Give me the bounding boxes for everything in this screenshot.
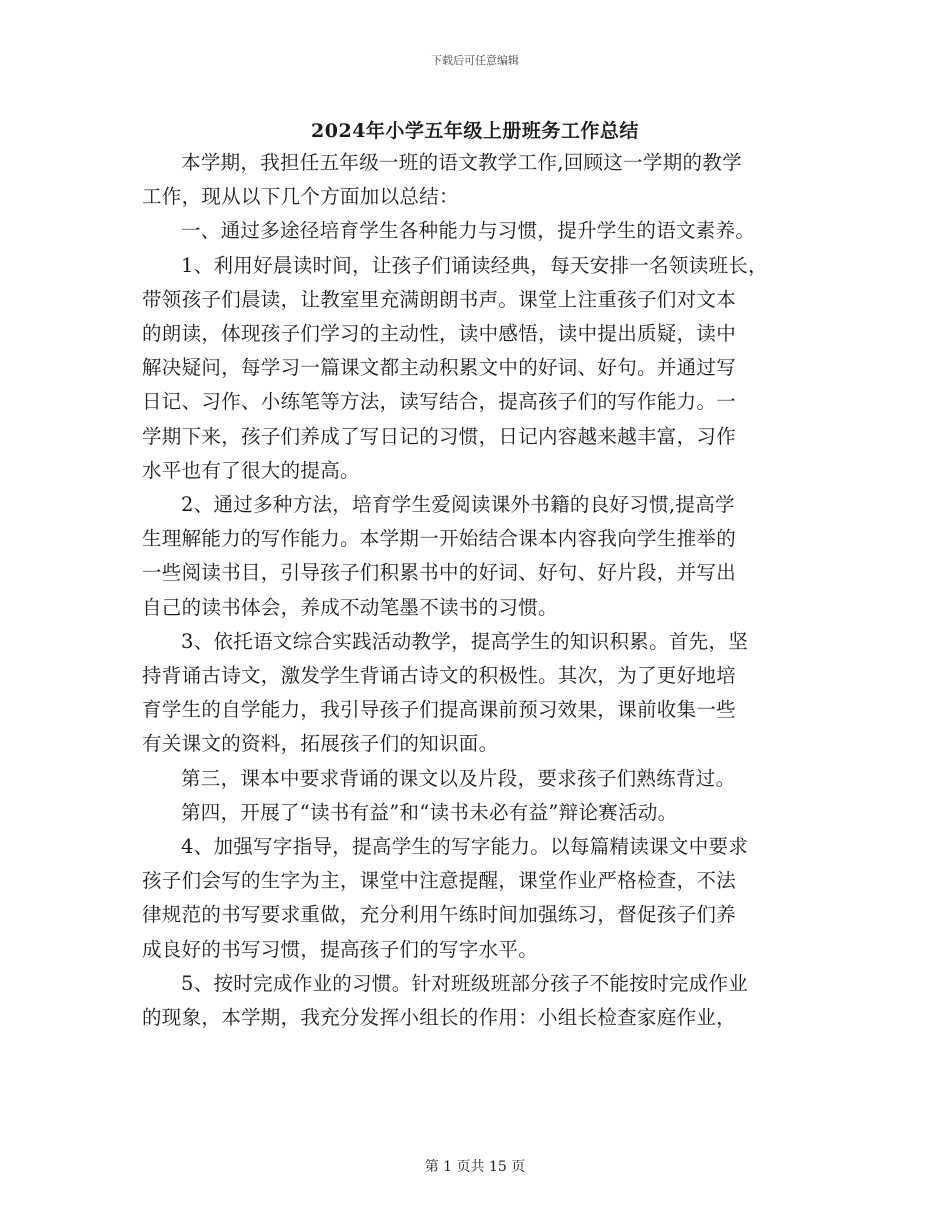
paragraph-line: 本学期，我担任五年级一班的语文教学工作,回顾这一学期的教学 — [181, 151, 742, 174]
paragraph-line: 一、通过多途径培育学生各种能力与习惯，提升学生的语文素养。 — [181, 219, 756, 243]
paragraph-line: 学期下来，孩子们养成了写日记的习惯，日记内容越来越丰富，习作 — [142, 424, 737, 448]
paragraph-line: 自己的读书体会，养成不动笔墨不读书的习惯。 — [142, 595, 558, 619]
paragraph-line: 工作，现从以下几个方面加以总结： — [142, 185, 459, 209]
paragraph-line: 成良好的书写习惯，提高孩子们的写字水平。 — [142, 937, 539, 961]
page-number-footer: 第 1 页共 15 页 — [424, 1159, 526, 1175]
document-title: 2024年小学五年级上册班务工作总结 — [311, 120, 639, 142]
paragraph-line: 日记、习作、小练笔等方法，读写结合，提高孩子们的写作能力。一 — [142, 390, 737, 414]
paragraph — [142, 762, 822, 796]
paragraph-line: 3、依托语文综合实践活动教学，提高学生的知识积累。首先，坚 — [181, 629, 749, 653]
paragraph-line: 生理解能力的写作能力。本学期一开始结合课本内容我向学生推举的 — [142, 527, 737, 551]
paragraph — [142, 796, 822, 830]
paragraph — [142, 214, 822, 248]
paragraph-line: 育学生的自学能力，我引导孩子们提高课前预习效果，课前收集一些 — [142, 698, 737, 722]
document-body — [142, 146, 822, 1035]
paragraph — [142, 967, 822, 1035]
paragraph-line: 解决疑问，每学习一篇课文都主动积累文中的好词、好句。并通过写 — [142, 356, 737, 380]
paragraph-line: 持背诵古诗文，激发学生背诵古诗文的积极性。其次，为了更好地培 — [142, 664, 737, 688]
paragraph — [142, 146, 822, 214]
paragraph — [142, 488, 822, 625]
paragraph-line: 4、加强写字指导，提高学生的写字能力。以每篇精读课文中要求 — [181, 835, 749, 859]
paragraph — [142, 249, 822, 488]
paragraph-line: 1、利用好晨读时间，让孩子们诵读经典，每天安排一名领读班长， — [181, 253, 768, 277]
paragraph-line: 律规范的书写要求重做，充分利用午练时间加强练习，督促孩子们养 — [142, 903, 737, 927]
paragraph — [142, 830, 822, 967]
paragraph-line: 的朗读，体现孩子们学习的主动性，读中感悟，读中提出质疑，读中 — [142, 322, 737, 346]
paragraph-line: 5、按时完成作业的习惯。针对班级班部分孩子不能按时完成作业 — [181, 971, 749, 995]
paragraph-line: 带领孩子们晨读，让教室里充满朗朗书声。课堂上注重孩子们对文本 — [142, 287, 737, 311]
paragraph-line: 的现象，本学期，我充分发挥小组长的作用：小组长检查家庭作业， — [142, 1006, 737, 1030]
paragraph — [142, 625, 822, 762]
paragraph-line: 孩子们会写的生字为主，课堂中注意提醒，课堂作业严格检查，不法 — [142, 869, 737, 893]
paragraph-line: 水平也有了很大的提高。 — [142, 458, 360, 482]
paragraph-line: 有关课文的资料，拓展孩子们的知识面。 — [142, 732, 499, 756]
paragraph-line: 第三，课本中要求背诵的课文以及片段，要求孩子们熟练背过。 — [181, 766, 736, 790]
paragraph-line: 2、通过多种方法，培育学生爱阅读课外书籍的良好习惯,提高学 — [181, 493, 735, 517]
paragraph-line: 一些阅读书目，引导孩子们积累书中的好词、好句、好片段，并写出 — [142, 561, 737, 585]
paragraph-line: 第四，开展了“读书有益”和“读书未必有益”辩论赛活动。 — [181, 800, 678, 824]
page-header-note: 下载后可任意编辑 — [431, 54, 519, 67]
